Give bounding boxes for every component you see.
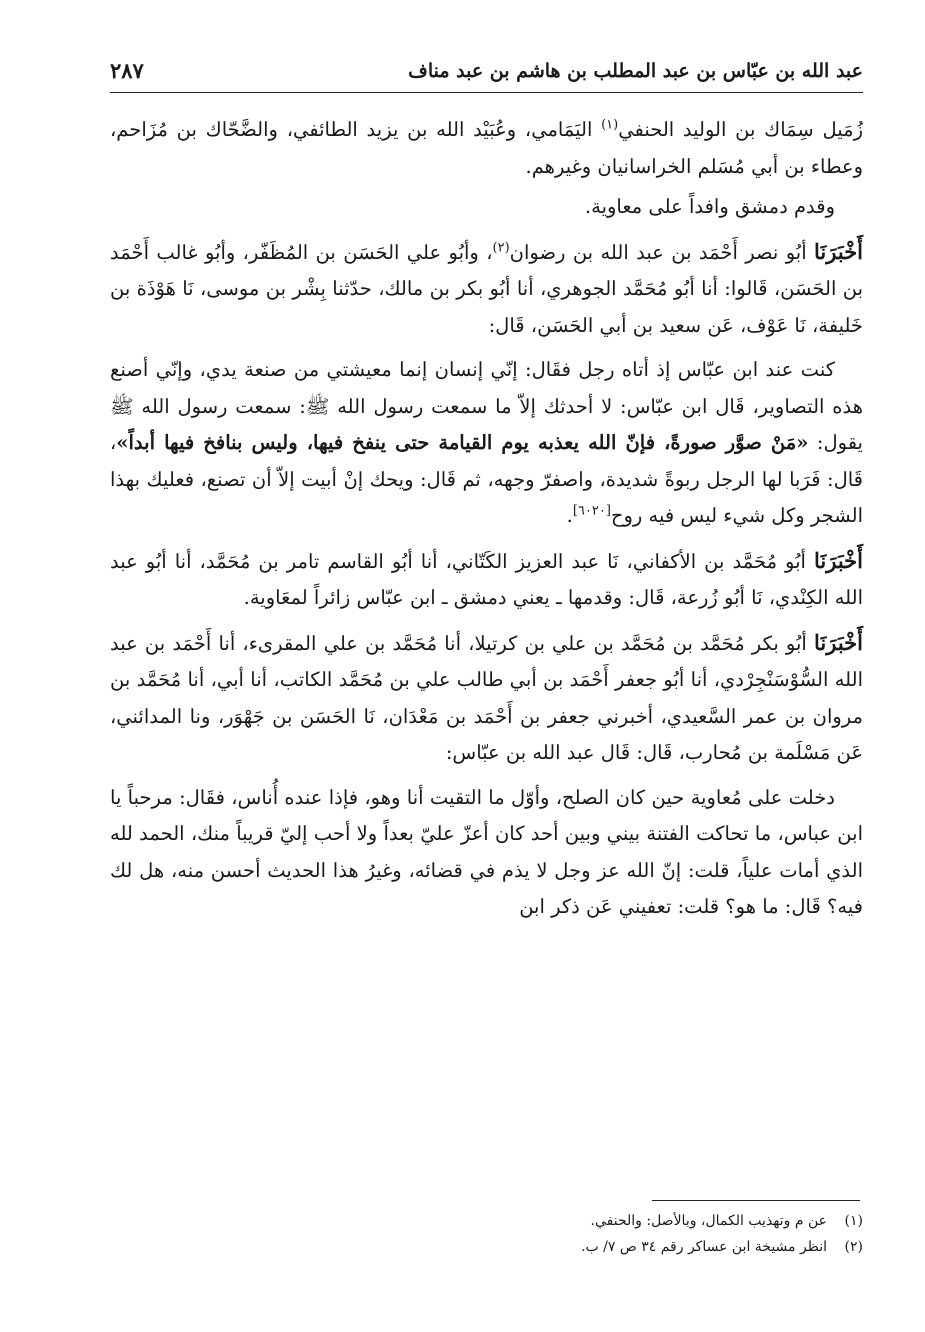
paragraph-3-text-a: أبُو نصر أَحْمَد بن عبد الله بن رضوان [509, 240, 815, 264]
hadith-quote: «مَنْ صوَّر صورةً، فإنّ الله يعذبه يوم القيامة حتى ينفخ فيها، وليس بنافخ فيها أبداً» [116, 431, 809, 454]
paragraph-5-text: أبُو مُحَمَّد بن الأكفاني، نَا عبد العزيز الكَتّاني، أنا أبُو القاسم تامر بن مُحَمَّد، أنا أبُو عبد الله الكِنْدي، نَا أبُو زُرعة، قَال: وقدمها ـ يعني دمشق ـ ابن عبّاس زائراً لمعَاوية. [110, 549, 863, 609]
footnote-text: عن م وتهذيب الكمال، وبالأصل: والحنفي. [590, 1213, 827, 1229]
footnote-2 [110, 1234, 863, 1260]
akhbarana-marker: أَخْبَرَنَا [814, 238, 864, 264]
page-number: ٢٨٧ [110, 58, 144, 83]
hadith-number: [٦٠٢٠] [572, 503, 611, 519]
paragraph-1-text: زُمَيل سِمَاك بن الوليد الحنفي [618, 118, 863, 141]
paragraph-4-text-a: كنت عند ابن عبّاس إذ أتاه رجل فقَال: إنّي إنسان إنما معيشتي من صنعة يدي، وإنّي أصنع هذه التصاوير، قَال ابن عبّاس: لا أحدثك إلاّ ما سمعت رسول الله ﷺ: سمعت رسول الله ﷺ يقول: [110, 358, 863, 454]
running-title: عبد الله بن عبّاس بن عبد المطلب بن هاشم بن عبد مناف [408, 60, 863, 82]
footnote-text: انظر مشيخة ابن عساكر رقم ٣٤ ص ٧/ ب. [581, 1239, 827, 1255]
page-header [110, 52, 863, 93]
paragraph-6-text: أبُو بكر مُحَمَّد بن مُحَمَّد بن علي بن كرتيلا، أنا مُحَمَّد بن علي المقرىء، أنا أَحْمَد بن عبد الله السُّوْسَنْجِرْدي، أنا أبُو جعفر أَحْمَد بن أبي طالب علي بن مُحَمَّد الكاتب، أنا أبي، أنا مُحَمَّد بن مروان بن عمر السَّعيدي، أخبرني جعفر بن أَحْمَد بن مَعْدَان، نَا الحَسَن بن جَهْوَر، ونا المدائني، عَن مَسْلَمة بن مُحارب، قَال: قَال عبد الله بن عبّاس: [110, 631, 863, 764]
footnote-number: (١) [844, 1213, 863, 1229]
main-text [110, 112, 863, 934]
paragraph-7: دخلت على مُعاوية حين كان الصلح، وأوّل ما التقيت أنا وهو، فإذا عنده أُناس، فقَال: مرحباً يا ابن عباس، ما تحاكت الفتنة بيني وبين أحد كان أعزّ عليّ بعداً ولا أحب إليّ قريباً منك، الحمد لله الذي أمات علياً، قلت: إنّ الله عز وجل لا يذم في قضائه، وغيرُ هذا الحديث أحسن منه، هل لك فيه؟ قَال: ما هو؟ قلت: تعفيني عَن ذكر ابن [110, 785, 863, 918]
paragraph-4-text-b: ، قَال: فَرَبا لها الرجل ربوةً شديدة، واصفرّ وجهه، ثم قَال: ويحك إنْ أبيت إلاّ أن تصنع، فعليك بهذا الشجر وكل شيء ليس فيه روح [110, 431, 863, 527]
footnote-divider [652, 1200, 860, 1201]
paragraph-5 [110, 543, 863, 617]
footnotes [110, 1208, 863, 1260]
paragraph-4-end: . [566, 504, 573, 527]
paragraph-1 [110, 112, 863, 185]
akhbarana-marker: أَخْبَرَنَا [814, 547, 863, 573]
paragraph-3 [110, 234, 863, 345]
paragraph-1-rest: اليَمَامي، وعُبَيْد الله بن يزيد الطائفي، والضَّحّاك بن مُزَاحم، وعطاء بن أبي مُسَلم الخراسانيان وغيرهم. [110, 118, 863, 178]
footnote-1 [110, 1208, 863, 1234]
paragraph-2: وقدم دمشق وافداً على معاوية. [584, 195, 835, 218]
paragraph-4 [110, 352, 863, 535]
footnote-ref-2: (٢) [492, 240, 510, 255]
footnote-ref-1: (١) [601, 117, 619, 133]
akhbarana-marker: أَخْبَرَنَا [814, 629, 863, 655]
paragraph-3-text-b: ، وأبُو علي الحَسَن بن المُظَفّر، وأبُو غالب أَحْمَد بن الحَسَن، قَالوا: أنا أبُو مُحَمَّد الجوهري، أنا أبُو بكر بن مالك، حدّثنا بِشْر بن موسى، نَا هَوْذَة بن خَليفة، نَا عَوْف، عَن سعيد بن أبي الحَسَن، قَال: [110, 240, 863, 337]
footnote-number: (٢) [844, 1239, 863, 1255]
paragraph-6 [110, 625, 863, 772]
